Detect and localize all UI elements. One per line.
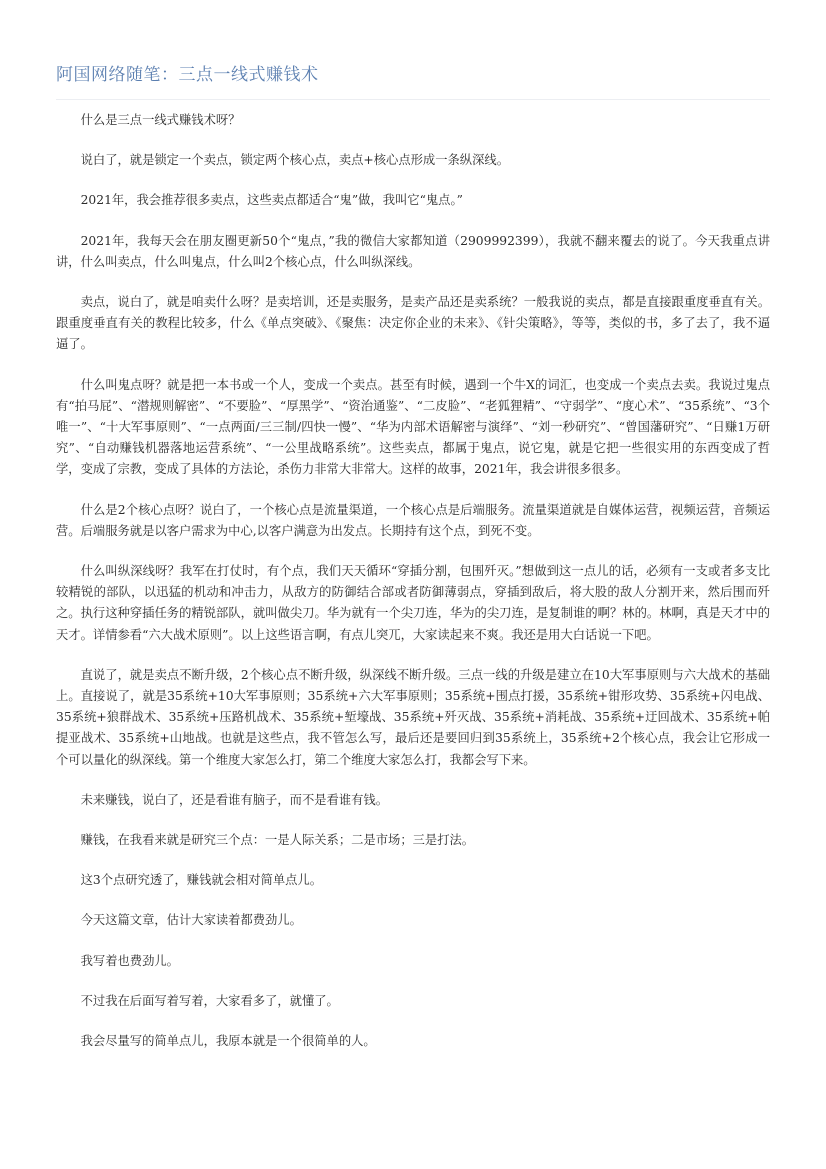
paragraph: 这3个点研究透了，赚钱就会相对简单点儿。: [80, 873, 323, 888]
paragraph: 说白了，就是锁定一个卖点，锁定两个核心点，卖点+核心点形成一条纵深线。: [80, 153, 509, 168]
paragraph: 今天这篇文章，估计大家读着都费劲儿。: [80, 913, 302, 928]
paragraph: 什么叫纵深线呀？我军在打仗时，有个点，我们天天循环“穿插分割，包围歼灭。”想做到这一点儿的话，必须有一支或者多支比较精锐的部队，以迅猛的机动和冲击力，从敌方的防御结合部或者防御薄弱点，穿插到敌后，将大股的敌人分割开来，然后围而歼之。执行这种穿插任务的精锐部队，就叫做尖刀。华为就有一个尖刀连，华为的尖刀连，是复制谁的啊？林的。林啊，真是天才中的天才。详情参看“六大战术原则”。以上这些语言啊，有点儿突兀，大家读起来不爽。我还是用大白话说一下吧。: [56, 564, 770, 642]
paragraph: 什么叫鬼点呀？就是把一本书或一个人，变成一个卖点。甚至有时候，遇到一个牛X的词汇，也变成一个卖点去卖。我说过鬼点有“拍马屁”、“潜规则解密”、“不要脸”、“厚黑学”、“资治通鉴”、“二皮脸”、“老狐狸精”、“守弱学”、“度心术”、“35系统”、“3个唯一”、“十大军事原则”、“一点两面/三三制/四快一慢”、“华为内部术语解密与演绎”、“刘一秒研究”、“曾国藩研究”、“日赚1万研究”、“自动赚钱机器落地运营系统”、“一公里战略系统”。这些卖点，都属于鬼点，说它鬼，就是它把一些很实用的东西变成了哲学，变成了宗教，变成了具体的方法论，杀伤力非常大非常大。这样的故事，2021年，我会讲很多很多。: [56, 377, 770, 477]
paragraph: 直说了，就是卖点不断升级，2个核心点不断升级，纵深线不断升级。三点一线的升级是建立在10大军事原则与六大战术的基础上。直接说了，就是35系统+10大军事原则；35系统+六大军事原则；35系统+围点打援，35系统+钳形攻势、35系统+闪电战、35系统+狼群战术、35系统+压路机战术、35系统+堑壕战、35系统+歼灭战、35系统+消耗战、35系统+迂回战术、35系统+帕提亚战术、35系统+山地战。也就是这些点，我不管怎么写，最后还是要回归到35系统上，35系统+2个核心点，我会让它形成一个可以量化的纵深线。第一个维度大家怎么打，第二个维度大家怎么打，我都会写下来。: [56, 667, 770, 767]
paragraph: 卖点，说白了，就是咱卖什么呀？是卖培训，还是卖服务，是卖产品还是卖系统？一般我说的卖点，都是直接跟重度垂直有关。跟重度垂直有关的教程比较多，什么《单点突破》、《聚焦：决定你企业的未来》、《针尖策略》，等等，类似的书，多了去了，我不逼逼了。: [56, 295, 770, 352]
paragraph: 什么是三点一线式赚钱术呀？: [80, 113, 241, 127]
paragraph: 什么是2个核心点呀？说白了，一个核心点是流量渠道，一个核心点是后端服务。流量渠道就是自媒体运营，视频运营，音频运营。后端服务就是以客户需求为中心,以客户满意为出发点。长期持有这个点，到死不变。: [56, 502, 770, 538]
paragraph: 我写着也费劲儿。: [80, 953, 179, 968]
paragraph: 不过我在后面写着写着，大家看多了，就懂了。: [80, 993, 339, 1008]
paragraph: 未来赚钱，说白了，还是看谁有脑子，而不是看谁有钱。: [80, 792, 389, 807]
paragraph: 2021年，我会推荐很多卖点，这些卖点都适合“鬼”做，我叫它“鬼点。”: [80, 193, 463, 208]
article-body: [56, 100, 770, 1052]
paragraph: 2021年，我每天会在朋友圈更新50个“鬼点，”我的微信大家都知道（2909992399），我就不翻来覆去的说了。今天我重点讲讲，什么叫卖点，什么叫鬼点，什么叫2个核心点，什么叫纵深线。: [56, 233, 770, 269]
article-title: 阿国网络随笔：三点一线式赚钱术: [56, 60, 770, 100]
paragraph: 我会尽量写的简单点儿，我原本就是一个很简单的人。: [80, 1034, 376, 1049]
article: [56, 60, 770, 1071]
paragraph: 赚钱，在我看来就是研究三个点：一是人际关系；二是市场；三是打法。: [80, 833, 475, 848]
